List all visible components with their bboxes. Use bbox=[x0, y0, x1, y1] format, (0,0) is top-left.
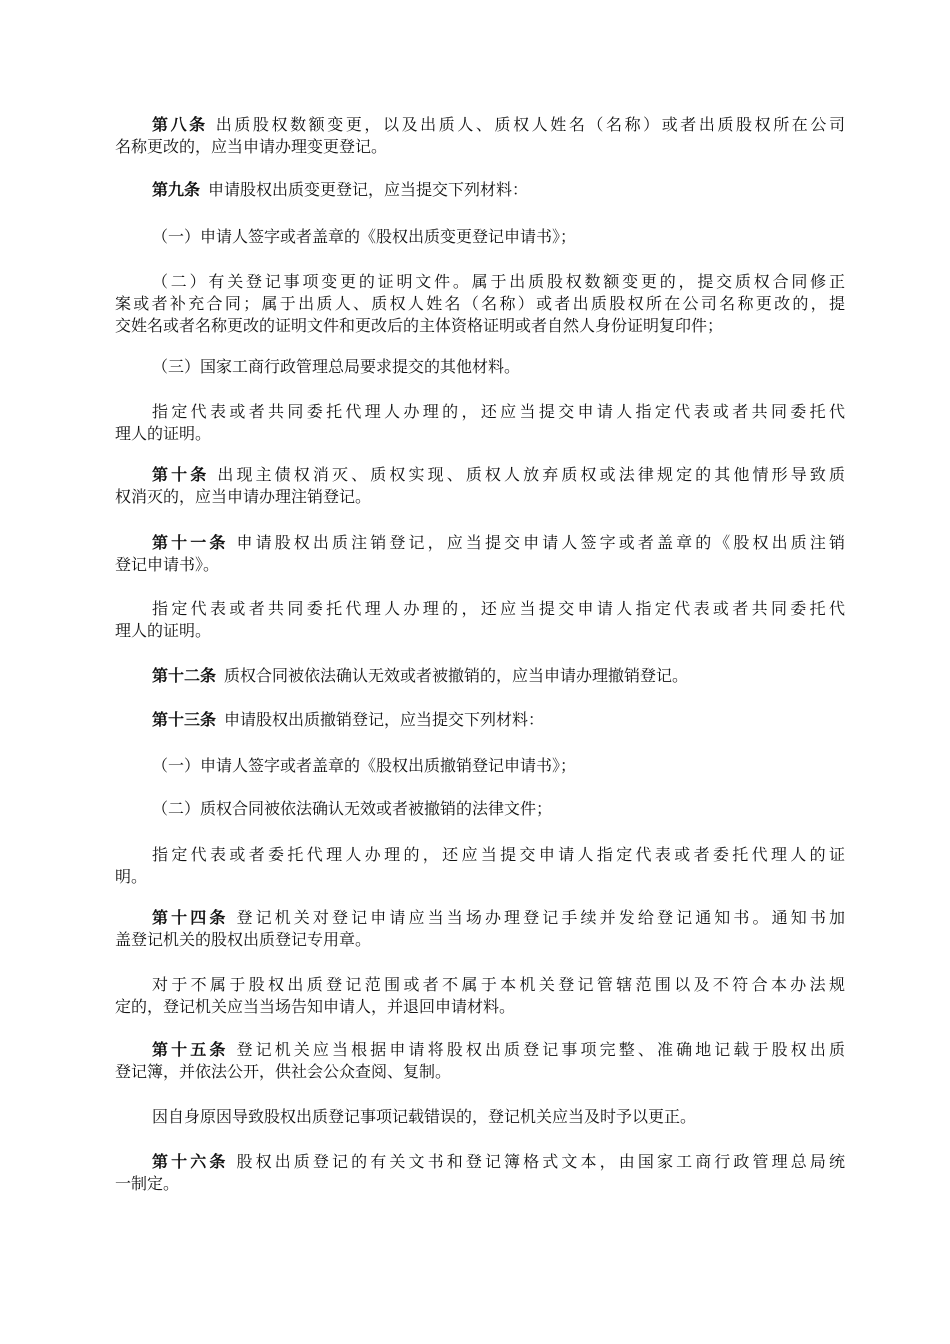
paragraph bbox=[115, 755, 845, 777]
article-number: 第十六条 bbox=[152, 1152, 229, 1171]
line-text: 案或者补充合同；属于出质人、质权人姓名（名称）或者出质股权所在公司名称更改的，提 bbox=[115, 294, 845, 313]
line-text: 指定代表或者共同委托代理人办理的，还应当提交申请人指定代表或者共同委托代 bbox=[152, 599, 845, 618]
paragraph-line bbox=[115, 755, 845, 777]
paragraph-line bbox=[115, 598, 845, 620]
paragraph bbox=[115, 974, 845, 1018]
paragraph bbox=[115, 844, 845, 888]
line-text: 因自身原因导致股权出质登记事项记载错误的，登记机关应当及时予以更正。 bbox=[152, 1107, 697, 1126]
paragraph-line bbox=[115, 929, 845, 951]
paragraph-line bbox=[115, 866, 845, 888]
paragraph bbox=[115, 907, 845, 951]
paragraph bbox=[115, 1106, 845, 1128]
paragraph-line bbox=[115, 464, 845, 486]
paragraph-line bbox=[115, 996, 845, 1018]
line-text: 登记机关应当根据申请将股权出质登记事项完整、准确地记载于股权出质 bbox=[236, 1040, 845, 1059]
paragraph bbox=[115, 464, 845, 508]
paragraph bbox=[115, 226, 845, 248]
line-text: 申请股权出质变更登记，应当提交下列材料： bbox=[208, 180, 529, 199]
line-text: 质权合同被依法确认无效或者被撤销的，应当申请办理撤销登记。 bbox=[224, 666, 689, 685]
line-text: （二）有关登记事项变更的证明文件。属于出质股权数额变更的，提交质权合同修正 bbox=[152, 272, 845, 291]
paragraph bbox=[115, 179, 845, 201]
paragraph-line bbox=[115, 844, 845, 866]
article-number: 第九条 bbox=[152, 180, 201, 199]
paragraph-line bbox=[115, 974, 845, 996]
paragraph bbox=[115, 709, 845, 731]
article-number: 第十四条 bbox=[152, 908, 229, 927]
line-text: 指定代表或者共同委托代理人办理的，还应当提交申请人指定代表或者共同委托代 bbox=[152, 402, 845, 421]
line-text: 明。 bbox=[115, 867, 148, 886]
article-number: 第十三条 bbox=[152, 710, 217, 729]
paragraph-line bbox=[115, 665, 845, 687]
line-text: 盖登记机关的股权出质登记专用章。 bbox=[115, 930, 372, 949]
paragraph-line bbox=[115, 486, 845, 508]
paragraph-line bbox=[115, 1106, 845, 1128]
article-number: 第十二条 bbox=[152, 666, 217, 685]
line-text: 登记簿，并依法公开，供社会公众查阅、复制。 bbox=[115, 1062, 452, 1081]
line-text: （一）申请人签字或者盖章的《股权出质变更登记申请书》； bbox=[152, 227, 577, 246]
paragraph bbox=[115, 356, 845, 378]
paragraph-line bbox=[115, 226, 845, 248]
article-number: 第八条 bbox=[152, 115, 208, 134]
paragraph-line bbox=[115, 532, 845, 554]
article-number: 第十五条 bbox=[152, 1040, 229, 1059]
paragraph-line bbox=[115, 423, 845, 445]
paragraph-line bbox=[115, 293, 845, 315]
line-text: 登记机关对登记申请应当当场办理登记手续并发给登记通知书。通知书加 bbox=[236, 908, 845, 927]
paragraph-line bbox=[115, 1061, 845, 1083]
paragraph bbox=[115, 798, 845, 820]
paragraph-line bbox=[115, 401, 845, 423]
paragraph bbox=[115, 271, 845, 337]
line-text: 定的，登记机关应当当场告知申请人，并退回申请材料。 bbox=[115, 997, 516, 1016]
paragraph-line bbox=[115, 356, 845, 378]
line-text: 指定代表或者委托代理人办理的，还应当提交申请人指定代表或者委托代理人的证 bbox=[152, 845, 845, 864]
paragraph-line bbox=[115, 1039, 845, 1061]
line-text: 理人的证明。 bbox=[115, 424, 212, 443]
line-text: 名称更改的，应当申请办理变更登记。 bbox=[115, 137, 388, 156]
line-text: 出质股权数额变更，以及出质人、质权人姓名（名称）或者出质股权所在公司 bbox=[215, 115, 845, 134]
line-text: （三）国家工商行政管理总局要求提交的其他材料。 bbox=[152, 357, 521, 376]
paragraph-line bbox=[115, 798, 845, 820]
line-text: 理人的证明。 bbox=[115, 621, 212, 640]
paragraph bbox=[115, 401, 845, 445]
paragraph-line bbox=[115, 907, 845, 929]
line-text: （一）申请人签字或者盖章的《股权出质撤销登记申请书》； bbox=[152, 756, 577, 775]
paragraph-line bbox=[115, 179, 845, 201]
line-text: 一制定。 bbox=[115, 1174, 180, 1193]
paragraph bbox=[115, 1151, 845, 1195]
line-text: 申请股权出质撤销登记，应当提交下列材料： bbox=[224, 710, 545, 729]
paragraph-line bbox=[115, 709, 845, 731]
article-number: 第十一条 bbox=[152, 533, 229, 552]
paragraph bbox=[115, 1039, 845, 1083]
paragraph-line bbox=[115, 315, 845, 337]
paragraph-line bbox=[115, 271, 845, 293]
line-text: 申请股权出质注销登记，应当提交申请人签字或者盖章的《股权出质注销 bbox=[236, 533, 845, 552]
paragraph-line bbox=[115, 554, 845, 576]
paragraph bbox=[115, 598, 845, 642]
paragraph-line bbox=[115, 1173, 845, 1195]
article-number: 第十条 bbox=[152, 465, 210, 484]
line-text: 股权出质登记的有关文书和登记簿格式文本，由国家工商行政管理总局统 bbox=[236, 1152, 845, 1171]
paragraph bbox=[115, 665, 845, 687]
paragraph bbox=[115, 532, 845, 576]
line-text: 对于不属于股权出质登记范围或者不属于本机关登记管辖范围以及不符合本办法规 bbox=[152, 975, 845, 994]
line-text: 登记申请书》。 bbox=[115, 555, 220, 574]
line-text: 权消灭的，应当申请办理注销登记。 bbox=[115, 487, 372, 506]
line-text: 出现主债权消灭、质权实现、质权人放弃质权或法律规定的其他情形导致质 bbox=[217, 465, 845, 484]
paragraph bbox=[115, 114, 845, 158]
paragraph-line bbox=[115, 136, 845, 158]
line-text: （二）质权合同被依法确认无效或者被撤销的法律文件； bbox=[152, 799, 553, 818]
paragraph-line bbox=[115, 620, 845, 642]
line-text: 交姓名或者名称更改的证明文件和更改后的主体资格证明或者自然人身份证明复印件； bbox=[115, 316, 724, 335]
paragraph-line bbox=[115, 114, 845, 136]
paragraph-line bbox=[115, 1151, 845, 1173]
